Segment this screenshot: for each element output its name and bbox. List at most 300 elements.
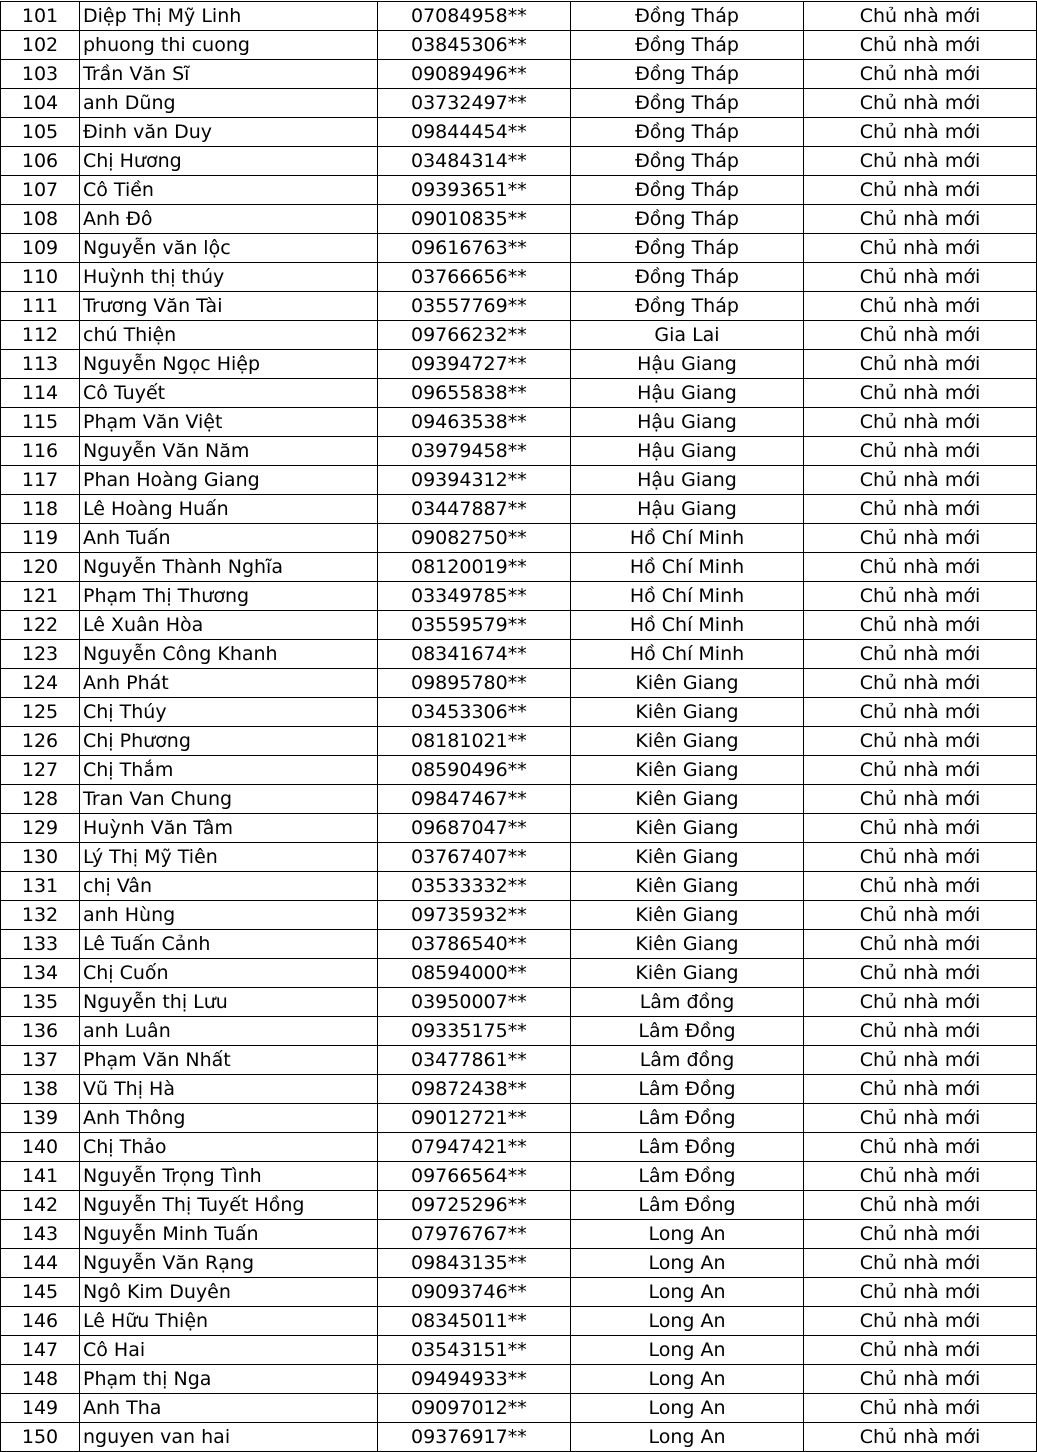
name-cell: chú Thiện: [80, 321, 378, 350]
status-cell: Chủ nhà mới: [804, 1075, 1037, 1104]
status-cell: Chủ nhà mới: [804, 1278, 1037, 1307]
row-number-cell: 114: [1, 379, 80, 408]
phone-cell: 09463538**: [378, 408, 571, 437]
status-cell: Chủ nhà mới: [804, 1423, 1037, 1452]
province-cell: Đồng Tháp: [571, 205, 804, 234]
status-cell: Chủ nhà mới: [804, 959, 1037, 988]
phone-cell: 03453306**: [378, 698, 571, 727]
phone-cell: 07976767**: [378, 1220, 571, 1249]
row-number-cell: 108: [1, 205, 80, 234]
table-row: [1, 321, 1037, 350]
table-row: [1, 785, 1037, 814]
name-cell: Nguyễn văn lộc: [80, 234, 378, 263]
phone-cell: 09376917**: [378, 1423, 571, 1452]
status-cell: Chủ nhà mới: [804, 176, 1037, 205]
table-row: [1, 1249, 1037, 1278]
phone-cell: 09843135**: [378, 1249, 571, 1278]
name-cell: Nguyễn thị Lưu: [80, 988, 378, 1017]
province-cell: Long An: [571, 1307, 804, 1336]
table-row: [1, 379, 1037, 408]
province-cell: Hồ Chí Minh: [571, 582, 804, 611]
phone-cell: 03477861**: [378, 1046, 571, 1075]
phone-cell: 03786540**: [378, 930, 571, 959]
table-row: [1, 1278, 1037, 1307]
row-number-cell: 144: [1, 1249, 80, 1278]
row-number-cell: 121: [1, 582, 80, 611]
row-number-cell: 102: [1, 31, 80, 60]
phone-cell: 08594000**: [378, 959, 571, 988]
status-cell: Chủ nhà mới: [804, 669, 1037, 698]
phone-cell: 09010835**: [378, 205, 571, 234]
table-row: [1, 1104, 1037, 1133]
status-cell: Chủ nhà mới: [804, 1133, 1037, 1162]
province-cell: Lâm Đồng: [571, 1162, 804, 1191]
province-cell: Đồng Tháp: [571, 176, 804, 205]
row-number-cell: 139: [1, 1104, 80, 1133]
phone-cell: 03543151**: [378, 1336, 571, 1365]
status-cell: Chủ nhà mới: [804, 814, 1037, 843]
province-cell: Kiên Giang: [571, 930, 804, 959]
phone-cell: 07947421**: [378, 1133, 571, 1162]
row-number-cell: 132: [1, 901, 80, 930]
province-cell: Kiên Giang: [571, 843, 804, 872]
status-cell: Chủ nhà mới: [804, 1394, 1037, 1423]
phone-cell: 03766656**: [378, 263, 571, 292]
table-row: [1, 640, 1037, 669]
province-cell: Đồng Tháp: [571, 118, 804, 147]
table-row: [1, 118, 1037, 147]
table-row: [1, 89, 1037, 118]
status-cell: Chủ nhà mới: [804, 611, 1037, 640]
phone-cell: 03533332**: [378, 872, 571, 901]
row-number-cell: 148: [1, 1365, 80, 1394]
phone-cell: 08120019**: [378, 553, 571, 582]
status-cell: Chủ nhà mới: [804, 1104, 1037, 1133]
status-cell: Chủ nhà mới: [804, 292, 1037, 321]
status-cell: Chủ nhà mới: [804, 118, 1037, 147]
phone-cell: 09847467**: [378, 785, 571, 814]
phone-cell: 03349785**: [378, 582, 571, 611]
table-row: [1, 205, 1037, 234]
name-cell: Huỳnh Văn Tâm: [80, 814, 378, 843]
status-cell: Chủ nhà mới: [804, 553, 1037, 582]
table-row: [1, 698, 1037, 727]
row-number-cell: 119: [1, 524, 80, 553]
name-cell: Đinh văn Duy: [80, 118, 378, 147]
row-number-cell: 143: [1, 1220, 80, 1249]
province-cell: Lâm Đồng: [571, 1104, 804, 1133]
row-number-cell: 140: [1, 1133, 80, 1162]
table-row: [1, 1046, 1037, 1075]
table-row: [1, 524, 1037, 553]
province-cell: Đồng Tháp: [571, 147, 804, 176]
province-cell: Hậu Giang: [571, 350, 804, 379]
phone-cell: 03559579**: [378, 611, 571, 640]
row-number-cell: 120: [1, 553, 80, 582]
status-cell: Chủ nhà mới: [804, 2, 1037, 31]
table-row: [1, 2, 1037, 31]
status-cell: Chủ nhà mới: [804, 89, 1037, 118]
name-cell: Anh Thông: [80, 1104, 378, 1133]
row-number-cell: 142: [1, 1191, 80, 1220]
province-cell: Đồng Tháp: [571, 234, 804, 263]
phone-cell: 08341674**: [378, 640, 571, 669]
table-row: [1, 611, 1037, 640]
name-cell: Anh Đô: [80, 205, 378, 234]
table-row: [1, 292, 1037, 321]
row-number-cell: 123: [1, 640, 80, 669]
name-cell: Nguyễn Thị Tuyết Hồng: [80, 1191, 378, 1220]
row-number-cell: 149: [1, 1394, 80, 1423]
phone-cell: 09655838**: [378, 379, 571, 408]
name-cell: Chị Thảo: [80, 1133, 378, 1162]
province-cell: Kiên Giang: [571, 959, 804, 988]
province-cell: Kiên Giang: [571, 756, 804, 785]
province-cell: Kiên Giang: [571, 698, 804, 727]
row-number-cell: 116: [1, 437, 80, 466]
status-cell: Chủ nhà mới: [804, 901, 1037, 930]
name-cell: Nguyễn Minh Tuấn: [80, 1220, 378, 1249]
name-cell: Nguyễn Công Khanh: [80, 640, 378, 669]
table-row: [1, 350, 1037, 379]
table-row: [1, 582, 1037, 611]
name-cell: Lê Hoàng Huấn: [80, 495, 378, 524]
name-cell: Chị Thắm: [80, 756, 378, 785]
name-cell: anh Luân: [80, 1017, 378, 1046]
province-cell: Đồng Tháp: [571, 60, 804, 89]
table-row: [1, 843, 1037, 872]
row-number-cell: 115: [1, 408, 80, 437]
row-number-cell: 136: [1, 1017, 80, 1046]
name-cell: Nguyễn Văn Năm: [80, 437, 378, 466]
name-cell: Phạm Văn Nhất: [80, 1046, 378, 1075]
province-cell: Hồ Chí Minh: [571, 640, 804, 669]
phone-cell: 03732497**: [378, 89, 571, 118]
row-number-cell: 146: [1, 1307, 80, 1336]
province-cell: Đồng Tháp: [571, 292, 804, 321]
name-cell: Nguyễn Ngọc Hiệp: [80, 350, 378, 379]
name-cell: Nguyễn Trọng Tình: [80, 1162, 378, 1191]
province-cell: Lâm Đồng: [571, 1191, 804, 1220]
name-cell: Chị Hương: [80, 147, 378, 176]
name-cell: anh Hùng: [80, 901, 378, 930]
phone-cell: 07084958**: [378, 2, 571, 31]
status-cell: Chủ nhà mới: [804, 1017, 1037, 1046]
row-number-cell: 141: [1, 1162, 80, 1191]
province-cell: Long An: [571, 1220, 804, 1249]
province-cell: Long An: [571, 1423, 804, 1452]
province-cell: Kiên Giang: [571, 785, 804, 814]
province-cell: Long An: [571, 1278, 804, 1307]
province-cell: Hồ Chí Minh: [571, 611, 804, 640]
row-number-cell: 107: [1, 176, 80, 205]
phone-cell: 03484314**: [378, 147, 571, 176]
status-cell: Chủ nhà mới: [804, 582, 1037, 611]
row-number-cell: 134: [1, 959, 80, 988]
name-cell: Ngô Kim Duyên: [80, 1278, 378, 1307]
status-cell: Chủ nhà mới: [804, 930, 1037, 959]
name-cell: phuong thi cuong: [80, 31, 378, 60]
table-row: [1, 147, 1037, 176]
status-cell: Chủ nhà mới: [804, 466, 1037, 495]
row-number-cell: 103: [1, 60, 80, 89]
phone-cell: 09725296**: [378, 1191, 571, 1220]
row-number-cell: 150: [1, 1423, 80, 1452]
row-number-cell: 101: [1, 2, 80, 31]
status-cell: Chủ nhà mới: [804, 263, 1037, 292]
row-number-cell: 133: [1, 930, 80, 959]
province-cell: Lâm Đồng: [571, 1075, 804, 1104]
status-cell: Chủ nhà mới: [804, 1307, 1037, 1336]
name-cell: Anh Tha: [80, 1394, 378, 1423]
table-row: [1, 959, 1037, 988]
table-row: [1, 727, 1037, 756]
row-number-cell: 111: [1, 292, 80, 321]
phone-cell: 03557769**: [378, 292, 571, 321]
row-number-cell: 106: [1, 147, 80, 176]
province-cell: Hậu Giang: [571, 379, 804, 408]
status-cell: Chủ nhà mới: [804, 1249, 1037, 1278]
table-row: [1, 495, 1037, 524]
name-cell: Nguyễn Văn Rạng: [80, 1249, 378, 1278]
phone-cell: 09872438**: [378, 1075, 571, 1104]
name-cell: Diệp Thị Mỹ Linh: [80, 2, 378, 31]
owner-table-body: [1, 2, 1037, 1452]
row-number-cell: 118: [1, 495, 80, 524]
name-cell: Anh Phát: [80, 669, 378, 698]
phone-cell: 03950007**: [378, 988, 571, 1017]
phone-cell: 09082750**: [378, 524, 571, 553]
name-cell: Cô Tuyết: [80, 379, 378, 408]
name-cell: Chị Thúy: [80, 698, 378, 727]
province-cell: Hồ Chí Minh: [571, 553, 804, 582]
status-cell: Chủ nhà mới: [804, 379, 1037, 408]
row-number-cell: 104: [1, 89, 80, 118]
province-cell: Đồng Tháp: [571, 263, 804, 292]
row-number-cell: 109: [1, 234, 80, 263]
province-cell: Kiên Giang: [571, 669, 804, 698]
table-row: [1, 437, 1037, 466]
row-number-cell: 128: [1, 785, 80, 814]
status-cell: Chủ nhà mới: [804, 785, 1037, 814]
table-row: [1, 1365, 1037, 1394]
name-cell: Chị Phương: [80, 727, 378, 756]
row-number-cell: 147: [1, 1336, 80, 1365]
province-cell: Hậu Giang: [571, 408, 804, 437]
name-cell: Lê Hữu Thiện: [80, 1307, 378, 1336]
province-cell: Kiên Giang: [571, 727, 804, 756]
status-cell: Chủ nhà mới: [804, 234, 1037, 263]
province-cell: Lâm Đồng: [571, 1133, 804, 1162]
table-row: [1, 466, 1037, 495]
row-number-cell: 135: [1, 988, 80, 1017]
phone-cell: 09393651**: [378, 176, 571, 205]
row-number-cell: 117: [1, 466, 80, 495]
table-row: [1, 263, 1037, 292]
table-row: [1, 1191, 1037, 1220]
phone-cell: 09687047**: [378, 814, 571, 843]
table-row: [1, 901, 1037, 930]
status-cell: Chủ nhà mới: [804, 60, 1037, 89]
status-cell: Chủ nhà mới: [804, 350, 1037, 379]
status-cell: Chủ nhà mới: [804, 1191, 1037, 1220]
name-cell: chị Vân: [80, 872, 378, 901]
province-cell: Kiên Giang: [571, 901, 804, 930]
row-number-cell: 126: [1, 727, 80, 756]
name-cell: Trần Văn Sĩ: [80, 60, 378, 89]
row-number-cell: 129: [1, 814, 80, 843]
phone-cell: 08181021**: [378, 727, 571, 756]
status-cell: Chủ nhà mới: [804, 872, 1037, 901]
status-cell: Chủ nhà mới: [804, 437, 1037, 466]
row-number-cell: 110: [1, 263, 80, 292]
phone-cell: 03979458**: [378, 437, 571, 466]
phone-cell: 09089496**: [378, 60, 571, 89]
name-cell: nguyen van hai: [80, 1423, 378, 1452]
status-cell: Chủ nhà mới: [804, 727, 1037, 756]
province-cell: Lâm đồng: [571, 988, 804, 1017]
name-cell: Phạm Văn Việt: [80, 408, 378, 437]
table-row: [1, 553, 1037, 582]
name-cell: Lê Tuấn Cảnh: [80, 930, 378, 959]
province-cell: Kiên Giang: [571, 872, 804, 901]
name-cell: Chị Cuốn: [80, 959, 378, 988]
phone-cell: 09097012**: [378, 1394, 571, 1423]
status-cell: Chủ nhà mới: [804, 698, 1037, 727]
name-cell: Phan Hoàng Giang: [80, 466, 378, 495]
status-cell: Chủ nhà mới: [804, 843, 1037, 872]
phone-cell: 03447887**: [378, 495, 571, 524]
table-row: [1, 1307, 1037, 1336]
name-cell: Phạm Thị Thương: [80, 582, 378, 611]
table-row: [1, 930, 1037, 959]
phone-cell: 09616763**: [378, 234, 571, 263]
province-cell: Hậu Giang: [571, 437, 804, 466]
phone-cell: 09335175**: [378, 1017, 571, 1046]
table-row: [1, 1017, 1037, 1046]
table-row: [1, 756, 1037, 785]
phone-cell: 08345011**: [378, 1307, 571, 1336]
row-number-cell: 105: [1, 118, 80, 147]
row-number-cell: 124: [1, 669, 80, 698]
status-cell: Chủ nhà mới: [804, 321, 1037, 350]
name-cell: Trương Văn Tài: [80, 292, 378, 321]
row-number-cell: 125: [1, 698, 80, 727]
phone-cell: 09844454**: [378, 118, 571, 147]
phone-cell: 09093746**: [378, 1278, 571, 1307]
status-cell: Chủ nhà mới: [804, 205, 1037, 234]
name-cell: Cô Tiền: [80, 176, 378, 205]
status-cell: Chủ nhà mới: [804, 147, 1037, 176]
status-cell: Chủ nhà mới: [804, 31, 1037, 60]
table-row: [1, 1423, 1037, 1452]
province-cell: Hậu Giang: [571, 466, 804, 495]
phone-cell: 03845306**: [378, 31, 571, 60]
table-row: [1, 872, 1037, 901]
status-cell: Chủ nhà mới: [804, 495, 1037, 524]
name-cell: Vũ Thị Hà: [80, 1075, 378, 1104]
province-cell: Đồng Tháp: [571, 2, 804, 31]
table-row: [1, 1133, 1037, 1162]
province-cell: Lâm Đồng: [571, 1017, 804, 1046]
phone-cell: 09394312**: [378, 466, 571, 495]
table-row: [1, 1220, 1037, 1249]
row-number-cell: 127: [1, 756, 80, 785]
table-row: [1, 1336, 1037, 1365]
table-row: [1, 1394, 1037, 1423]
status-cell: Chủ nhà mới: [804, 1365, 1037, 1394]
province-cell: Đồng Tháp: [571, 31, 804, 60]
table-row: [1, 1075, 1037, 1104]
phone-cell: 09394727**: [378, 350, 571, 379]
province-cell: Gia Lai: [571, 321, 804, 350]
table-row: [1, 669, 1037, 698]
table-row: [1, 60, 1037, 89]
table-row: [1, 814, 1037, 843]
province-cell: Long An: [571, 1365, 804, 1394]
status-cell: Chủ nhà mới: [804, 640, 1037, 669]
phone-cell: 03767407**: [378, 843, 571, 872]
row-number-cell: 113: [1, 350, 80, 379]
table-row: [1, 176, 1037, 205]
name-cell: Tran Van Chung: [80, 785, 378, 814]
province-cell: Hồ Chí Minh: [571, 524, 804, 553]
name-cell: Lý Thị Mỹ Tiên: [80, 843, 378, 872]
name-cell: Nguyễn Thành Nghĩa: [80, 553, 378, 582]
name-cell: Cô Hai: [80, 1336, 378, 1365]
row-number-cell: 131: [1, 872, 80, 901]
status-cell: Chủ nhà mới: [804, 408, 1037, 437]
table-row: [1, 234, 1037, 263]
table-row: [1, 31, 1037, 60]
name-cell: Huỳnh thị thúy: [80, 263, 378, 292]
province-cell: Đồng Tháp: [571, 89, 804, 118]
status-cell: Chủ nhà mới: [804, 1220, 1037, 1249]
status-cell: Chủ nhà mới: [804, 1336, 1037, 1365]
name-cell: Anh Tuấn: [80, 524, 378, 553]
status-cell: Chủ nhà mới: [804, 756, 1037, 785]
status-cell: Chủ nhà mới: [804, 524, 1037, 553]
table-row: [1, 1162, 1037, 1191]
province-cell: Kiên Giang: [571, 814, 804, 843]
phone-cell: 09735932**: [378, 901, 571, 930]
province-cell: Lâm đồng: [571, 1046, 804, 1075]
table-row: [1, 408, 1037, 437]
province-cell: Long An: [571, 1249, 804, 1278]
row-number-cell: 122: [1, 611, 80, 640]
row-number-cell: 112: [1, 321, 80, 350]
row-number-cell: 138: [1, 1075, 80, 1104]
phone-cell: 08590496**: [378, 756, 571, 785]
status-cell: Chủ nhà mới: [804, 1162, 1037, 1191]
status-cell: Chủ nhà mới: [804, 988, 1037, 1017]
owner-table: [0, 1, 1037, 1452]
row-number-cell: 130: [1, 843, 80, 872]
table-row: [1, 988, 1037, 1017]
name-cell: anh Dũng: [80, 89, 378, 118]
province-cell: Hậu Giang: [571, 495, 804, 524]
row-number-cell: 145: [1, 1278, 80, 1307]
row-number-cell: 137: [1, 1046, 80, 1075]
province-cell: Long An: [571, 1394, 804, 1423]
status-cell: Chủ nhà mới: [804, 1046, 1037, 1075]
phone-cell: 09766232**: [378, 321, 571, 350]
phone-cell: 09012721**: [378, 1104, 571, 1133]
name-cell: Lê Xuân Hòa: [80, 611, 378, 640]
name-cell: Phạm thị Nga: [80, 1365, 378, 1394]
province-cell: Long An: [571, 1336, 804, 1365]
phone-cell: 09494933**: [378, 1365, 571, 1394]
